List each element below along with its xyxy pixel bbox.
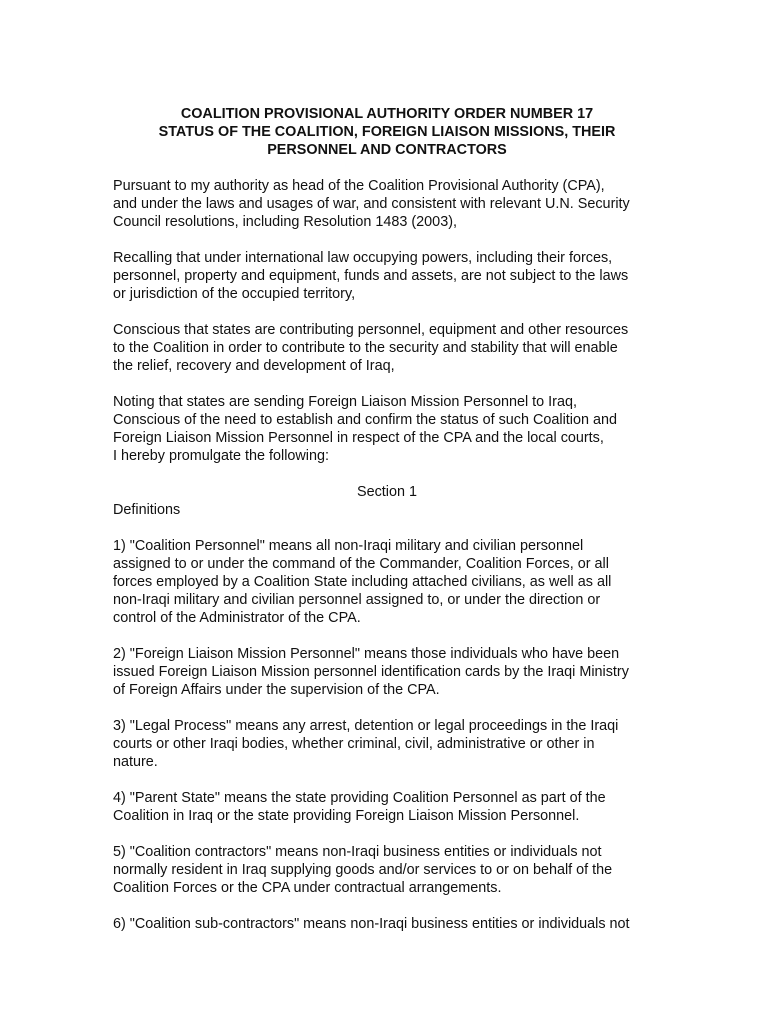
text-line: or jurisdiction of the occupied territory,: [113, 286, 356, 302]
definition-1: [113, 537, 661, 627]
text-line: 5) "Coalition contractors" means non-Iraqi business entities or individuals not: [113, 844, 602, 860]
preamble-noting: [113, 393, 661, 465]
section-heading: Section 1: [356, 484, 417, 500]
text-line: issued Foreign Liaison Mission personnel identification cards by the Iraqi Ministry: [113, 664, 629, 680]
definition-3: [113, 717, 661, 771]
spacer: [113, 825, 661, 843]
text-line: to the Coalition in order to contribute to the security and stability that will enable: [113, 340, 618, 356]
text-line: Council resolutions, including Resolution 1483 (2003),: [113, 214, 457, 230]
text-line: the relief, recovery and development of Iraq,: [113, 358, 395, 374]
definition-6: [113, 915, 661, 933]
spacer: [113, 375, 661, 393]
title-line-1: COALITION PROVISIONAL AUTHORITY ORDER NUMBER 17: [180, 106, 594, 122]
text-line: non-Iraqi military and civilian personnel assigned to, or under the direction or: [113, 592, 601, 608]
text-line: forces employed by a Coalition State including attached civilians, as well as all: [113, 574, 612, 590]
text-line: Conscious that states are contributing personnel, equipment and other resources: [113, 322, 629, 338]
spacer: [113, 699, 661, 717]
title-line-3: PERSONNEL AND CONTRACTORS: [267, 142, 507, 158]
definition-5: [113, 843, 661, 897]
text-line: courts or other Iraqi bodies, whether criminal, civil, administrative or other in: [113, 736, 595, 752]
preamble-conscious: [113, 321, 661, 375]
text-line: Conscious of the need to establish and confirm the status of such Coalition and: [113, 412, 617, 428]
text-line: Coalition in Iraq or the state providing Foreign Liaison Mission Personnel.: [113, 808, 580, 824]
spacer: [113, 897, 661, 915]
text-line: normally resident in Iraq supplying goods and/or services to or on behalf of the: [113, 862, 613, 878]
spacer: [113, 465, 661, 483]
text-line: and under the laws and usages of war, and consistent with relevant U.N. Security: [113, 196, 630, 212]
spacer: [113, 303, 661, 321]
spacer: [113, 231, 661, 249]
text-line: 1) "Coalition Personnel" means all non-Iraqi military and civilian personnel: [113, 538, 584, 554]
spacer: [113, 771, 661, 789]
definition-4: [113, 789, 661, 825]
text-line: personnel, property and equipment, funds and assets, are not subject to the laws: [113, 268, 629, 284]
text-line: Foreign Liaison Mission Personnel in respect of the CPA and the local courts,: [113, 430, 604, 446]
text-line: 6) "Coalition sub-contractors" means non-Iraqi business entities or individuals not: [113, 916, 630, 932]
text-line: Recalling that under international law occupying powers, including their forces,: [113, 250, 613, 266]
title-line-2: STATUS OF THE COALITION, FOREIGN LIAISON MISSIONS, THEIR: [158, 124, 616, 140]
preamble-pursuant: [113, 177, 661, 231]
text-line: Pursuant to my authority as head of the Coalition Provisional Authority (CPA),: [113, 178, 605, 194]
text-line: Coalition Forces or the CPA under contractual arrangements.: [113, 880, 502, 896]
text-line: of Foreign Affairs under the supervision of the CPA.: [113, 682, 440, 698]
spacer: [113, 159, 661, 177]
preamble-recalling: [113, 249, 661, 303]
text-line: assigned to or under the command of the Commander, Coalition Forces, or all: [113, 556, 609, 572]
spacer: [113, 627, 661, 645]
text-line: nature.: [113, 754, 158, 770]
order-title: [113, 105, 661, 159]
text-line: I hereby promulgate the following:: [113, 448, 329, 464]
definition-2: [113, 645, 661, 699]
section-subheading: Definitions: [113, 502, 181, 518]
text-line: 2) "Foreign Liaison Mission Personnel" means those individuals who have been: [113, 646, 620, 662]
text-line: Noting that states are sending Foreign Liaison Mission Personnel to Iraq,: [113, 394, 577, 410]
text-line: control of the Administrator of the CPA.: [113, 610, 361, 626]
text-line: 4) "Parent State" means the state providing Coalition Personnel as part of the: [113, 790, 606, 806]
text-line: 3) "Legal Process" means any arrest, detention or legal proceedings in the Iraqi: [113, 718, 619, 734]
document-body: [113, 105, 661, 933]
spacer: [113, 519, 661, 537]
